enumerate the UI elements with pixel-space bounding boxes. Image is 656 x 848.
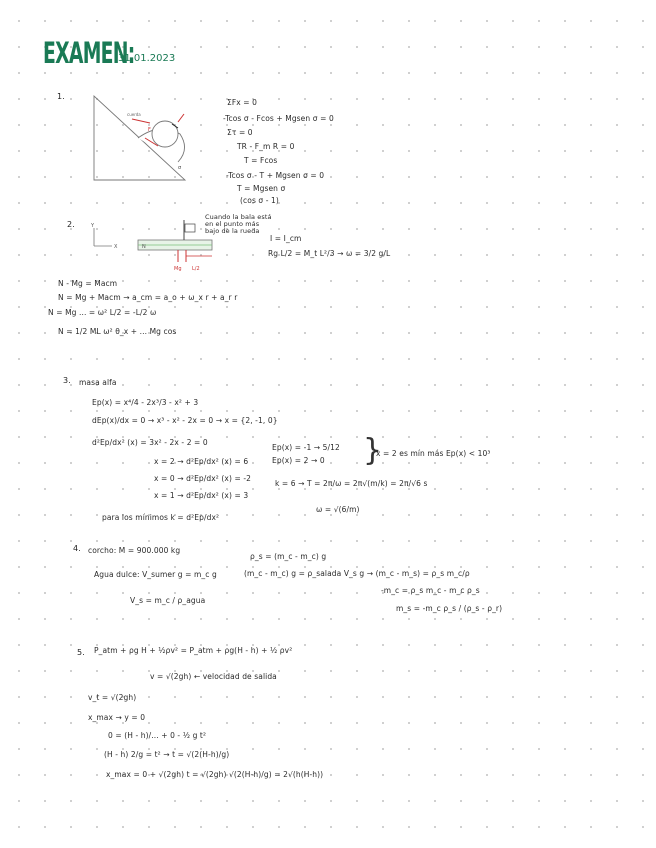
svg-text:σ: σ: [178, 165, 182, 171]
q3-right: Ep(x) = -1 → 5/12: [272, 443, 340, 452]
q4-line: ρ_s = (m_c - m_c) g: [250, 552, 327, 561]
q5-line: P_atm + ρg H + ½ρv² = P_atm + ρg(H - h) + ½ ρv²: [94, 646, 293, 655]
q4-line: V_s = m_c / ρ_agua: [130, 596, 206, 605]
q5-line: x_max → y = 0: [88, 713, 146, 722]
q4-line: (m_c - m_c) g = ρ_salada V_s g → (m_c - m_s) = ρ_s m_c/ρ: [244, 569, 470, 578]
question-4-number: 4.: [73, 544, 81, 553]
q3-line: Ep(x) = x⁴/4 - 2x³/3 - x² + 3: [92, 398, 199, 407]
q1-line: T = Mgsen σ: [237, 184, 286, 193]
exam-date: 31.01.2023: [118, 53, 176, 64]
q1-line: Στ = 0: [227, 128, 253, 137]
q5-line: v_t = √(2gh): [88, 693, 137, 702]
q3-line: d²Ep/dx² (x) = 3x² - 2x - 2 = 0: [92, 438, 208, 447]
q1-line: -Tcos σ - Fcos + Mgsen σ = 0: [223, 114, 334, 123]
svg-text:X: X: [114, 244, 118, 250]
q2-right-eq: Rg L/2 = M_t L²/3 → ω = 3/2 g/L: [268, 249, 391, 258]
q1-line: ΣFx = 0: [227, 98, 258, 107]
q4-line: m_s = -m_c ρ_s / (ρ_s - ρ_r): [396, 604, 503, 613]
q3-line: x = 0 → d²Ep/dx² (x) = -2: [154, 474, 252, 483]
q1-line: T = Fcos: [244, 156, 278, 165]
q3-right: x = 2 es mín más Ep(x) < 10³: [376, 449, 491, 458]
q4-line: Agua dulce: V_sumer g = m_c g: [94, 570, 217, 579]
q1-line: TR - F_m R = 0: [237, 142, 295, 151]
question-1-number: 1.: [57, 92, 65, 101]
q2-line: N = Mg + Macm → a_cm = a_o + ω_x r + a_r r: [58, 293, 238, 302]
q2-line: N = 1/2 ML ω² θ_x + ... Mg cos: [58, 327, 177, 336]
q5-line: (H - h) 2/g = t² → t = √(2(H-h)/g): [104, 750, 230, 759]
q4-line: -m_c = ρ_s m_c - m_c ρ_s: [381, 586, 480, 595]
svg-text:Mg: Mg: [174, 266, 182, 272]
svg-text:L/2: L/2: [192, 266, 200, 272]
q2-rod-diagram: [88, 218, 218, 276]
q3-right: Ep(x) = 2 → 0: [272, 456, 325, 465]
q1-incline-diagram: [90, 94, 200, 184]
svg-text:N: N: [142, 244, 146, 250]
question-3-number: 3.: [63, 376, 71, 385]
question-5-number: 5.: [77, 648, 85, 657]
q3-line: dEp(x)/dx = 0 → x³ - x² - 2x = 0 → x = {2, -1, 0}: [92, 416, 278, 425]
question-2-number: 2.: [67, 220, 75, 229]
svg-text:cuerda: cuerda: [127, 112, 141, 117]
q2-note: Cuando la bala está en el punto más bajo de la rueda: [205, 213, 272, 235]
svg-text:Y: Y: [91, 223, 95, 229]
page-title: EXAMEN:: [43, 36, 135, 70]
q2-line: N - Mg = Macm: [58, 279, 118, 288]
q4-heading: corcho: M = 900.000 kg: [88, 546, 181, 555]
q1-line: (cos σ - 1): [240, 196, 279, 205]
q1-line: -Tcos σ - T + Mgsen σ = 0: [226, 171, 325, 180]
q2-line: N = Mg ... = ω² L/2 = -L/2 ω: [48, 308, 157, 317]
q3-heading: masa alfa: [79, 378, 117, 387]
q3-right: ω = √(6/m): [316, 505, 360, 514]
q2-right-eq: I = I_cm: [270, 234, 302, 243]
svg-text:F: F: [148, 127, 151, 133]
q3-brace: }: [363, 433, 383, 468]
q3-line: x = 1 → d²Ep/dx² (x) = 3: [154, 491, 249, 500]
q5-line: x_max = 0 + √(2gh) t = √(2gh) √(2(H-h)/g) = 2√(h(H-h)): [106, 770, 324, 779]
q3-right: k = 6 → T = 2π/ω = 2π√(m/k) = 2π/√6 s: [275, 479, 428, 488]
q3-line: para los mínimos k = d²Ep/dx²: [102, 513, 220, 522]
q5-line: v = √(2gh) ← velocidad de salida: [150, 672, 277, 681]
q5-line: 0 = (H - h)/... + 0 - ½ g t²: [108, 731, 207, 740]
q3-line: x = 2 → d²Ep/dx² (x) = 6: [154, 457, 249, 466]
